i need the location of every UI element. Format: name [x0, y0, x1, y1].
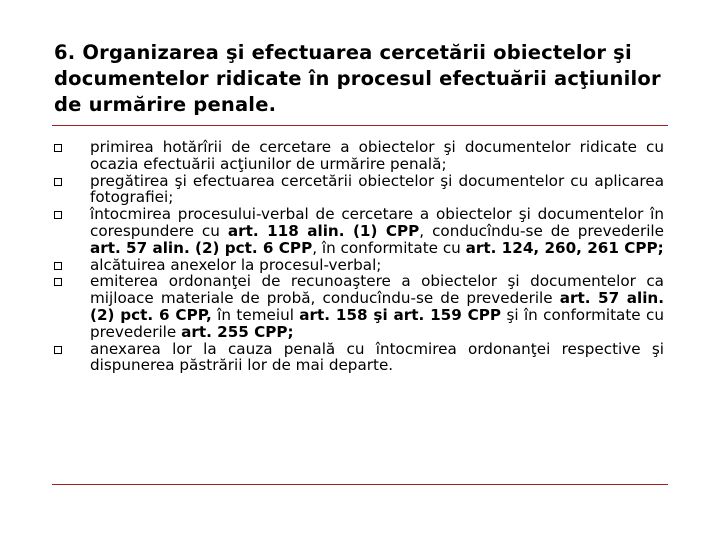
list-item — [54, 273, 664, 340]
list-item-text: pregătirea şi efectuarea cercetării obiectelor şi documentelor cu aplicarea fotografiei; — [90, 171, 664, 207]
list-item-text: primirea hotărîrii de cercetare a obiectelor şi documentelor ridicate cu ocazia efectuării acţiunilor de urmărire penală; — [90, 138, 664, 173]
law-reference: art. 57 alin. (2) pct. 6 CPP — [90, 238, 313, 257]
procedure-list — [54, 139, 664, 374]
list-item — [54, 206, 664, 256]
list-item-text: emiterea ordonanţei de recunoaştere a obiectelor şi documentelor ca mijloace materiale de probă, conducîndu-se de prevederile — [90, 272, 664, 308]
list-item-text: anexarea lor la cauza penală cu întocmirea ordonanţei respective şi dispunerea păstrării lor de mai departe. — [90, 339, 664, 375]
law-reference: art. 57 alin. (2) pct. 6 CPP, — [90, 289, 664, 324]
list-item-text: întocmirea procesului-verbal de cercetare a obiectelor şi documentelor în corespundere cu — [90, 205, 664, 240]
square-bullet-icon — [54, 346, 62, 354]
list-item-text: , conducîndu-se de prevederile — [419, 221, 664, 240]
law-reference: art. 118 alin. (1) CPP — [227, 221, 420, 240]
list-item — [54, 341, 664, 375]
footer-divider — [52, 484, 668, 485]
list-item — [54, 139, 664, 173]
square-bullet-icon — [54, 278, 62, 286]
list-item-text: , în conformitate cu — [312, 238, 466, 257]
law-reference: art. 255 CPP; — [181, 322, 294, 341]
list-item-text: şi în conformitate cu prevederile — [90, 305, 664, 341]
law-reference: art. 124, 260, 261 CPP; — [465, 238, 664, 257]
list-item-text: în temeiul — [211, 305, 300, 324]
slide-title: 6. Organizarea şi efectuarea cercetării obiectelor şi documentelor ridicate în procesul efectuării acţiunilor de urmărire penale. — [54, 41, 661, 116]
square-bullet-icon — [54, 211, 62, 219]
square-bullet-icon — [54, 178, 62, 186]
square-bullet-icon — [54, 144, 62, 152]
list-item — [54, 173, 664, 207]
square-bullet-icon — [54, 262, 62, 270]
law-reference: art. 158 şi art. 159 CPP — [299, 305, 502, 324]
list-item-text: alcătuirea anexelor la procesul-verbal; — [90, 255, 382, 274]
list-item — [54, 257, 664, 274]
title-divider — [52, 125, 668, 126]
